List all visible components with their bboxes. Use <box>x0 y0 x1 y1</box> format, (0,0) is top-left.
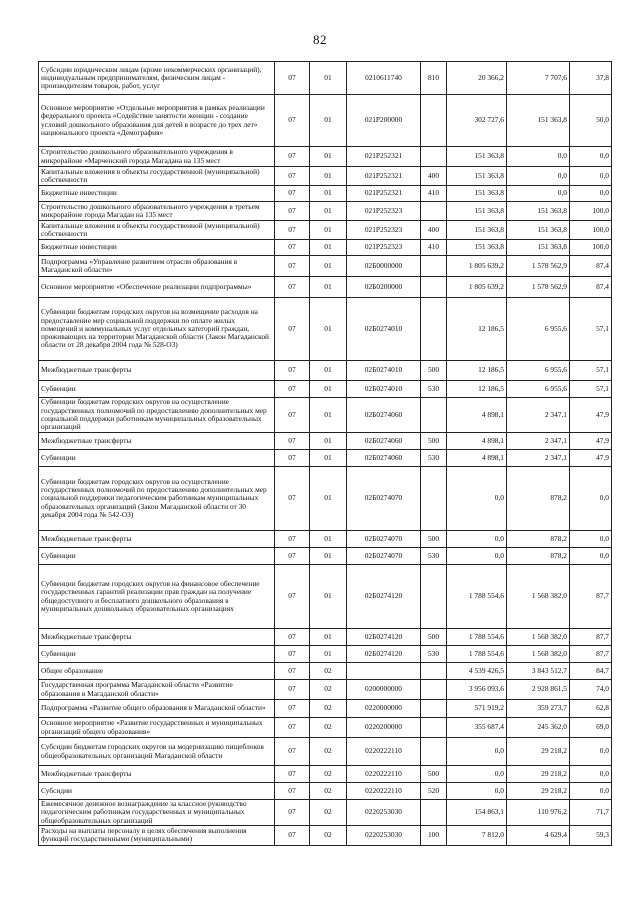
row-vr: 500 <box>421 531 447 548</box>
row-plan: 0,0 <box>447 467 507 531</box>
row-rz: 07 <box>275 256 310 277</box>
row-pct: 57,1 <box>570 361 612 381</box>
table-row <box>39 95 612 147</box>
row-rz: 07 <box>275 186 310 202</box>
table-row <box>39 433 612 450</box>
row-fact: 7 707,6 <box>507 62 570 95</box>
row-vr: 500 <box>421 629 447 646</box>
row-fact: 151 363,8 <box>507 95 570 147</box>
row-name: Основное мероприятие «Обеспечение реализации подпрограммы» <box>39 277 275 298</box>
row-csr: 021P252321 <box>347 186 421 202</box>
row-plan: 4 898,1 <box>447 398 507 433</box>
row-vr <box>421 738 447 766</box>
page-number: 82 <box>313 32 327 47</box>
table-row <box>39 531 612 548</box>
row-pct: 87,7 <box>570 629 612 646</box>
row-csr: 021P200000 <box>347 95 421 147</box>
row-name: Капитальные вложения в объекты государственной (муниципальной) собственности <box>39 167 275 186</box>
row-fact: 110 976,2 <box>507 800 570 826</box>
row-pr: 02 <box>310 766 347 783</box>
row-pct: 47,9 <box>570 398 612 433</box>
row-vr <box>421 680 447 700</box>
row-fact: 878,2 <box>507 467 570 531</box>
table-row <box>39 663 612 680</box>
row-pr: 02 <box>310 663 347 680</box>
table-row <box>39 167 612 186</box>
row-vr <box>421 298 447 361</box>
row-fact: 1 568 382,0 <box>507 565 570 629</box>
row-fact: 1 578 562,9 <box>507 277 570 298</box>
row-name: Расходы на выплаты персоналу в целях обеспечения выполнения функций государственными (муниципальными) <box>39 825 275 845</box>
row-plan: 12 186,5 <box>447 381 507 398</box>
row-rz: 07 <box>275 95 310 147</box>
row-pct: 84,7 <box>570 663 612 680</box>
row-name: Субвенции бюджетам городских округов на осуществление государственных полномочий по предоставлению дополнительных мер социальной поддержки работникам муниципальных образовательных организаций <box>39 398 275 433</box>
row-vr <box>421 202 447 221</box>
row-pct: 0,0 <box>570 766 612 783</box>
row-rz: 07 <box>275 646 310 663</box>
row-name: Межбюджетные трансферты <box>39 531 275 548</box>
row-fact: 1 568 382,0 <box>507 646 570 663</box>
row-pct: 47,9 <box>570 433 612 450</box>
row-name: Субвенции <box>39 450 275 467</box>
row-rz: 07 <box>275 433 310 450</box>
row-fact: 2 347,1 <box>507 398 570 433</box>
row-plan: 151 363,8 <box>447 221 507 240</box>
row-vr: 530 <box>421 450 447 467</box>
row-rz: 07 <box>275 766 310 783</box>
row-pct: 87,4 <box>570 277 612 298</box>
table-row <box>39 240 612 256</box>
row-csr: 0220222110 <box>347 783 421 800</box>
row-pr: 01 <box>310 361 347 381</box>
row-fact: 1 568 382,0 <box>507 629 570 646</box>
row-name: Субсидии юридическим лицам (кроме некоммерческих организаций), индивидуальным предпринимателям, физическим лицам - производителям товаров, работ, услуг <box>39 62 275 95</box>
row-pct: 62,8 <box>570 700 612 718</box>
row-pct: 74,0 <box>570 680 612 700</box>
row-csr: 02Б0274060 <box>347 450 421 467</box>
row-rz: 07 <box>275 467 310 531</box>
row-pct: 50,0 <box>570 95 612 147</box>
row-pr: 02 <box>310 700 347 718</box>
row-csr: 0210611740 <box>347 62 421 95</box>
table-body <box>39 62 612 846</box>
row-fact: 6 955,6 <box>507 298 570 361</box>
row-csr: 0220000000 <box>347 700 421 718</box>
table-row <box>39 718 612 738</box>
row-name: Межбюджетные трансферты <box>39 433 275 450</box>
row-pr: 01 <box>310 565 347 629</box>
row-pr: 01 <box>310 147 347 167</box>
row-fact: 0,0 <box>507 147 570 167</box>
row-rz: 07 <box>275 147 310 167</box>
row-name: Субвенции <box>39 548 275 565</box>
table-row <box>39 202 612 221</box>
row-vr: 810 <box>421 62 447 95</box>
row-pct: 87,7 <box>570 646 612 663</box>
row-pct: 57,1 <box>570 381 612 398</box>
row-pr: 01 <box>310 646 347 663</box>
row-name: Капитальные вложения в объекты государственной (муниципальной) собственности <box>39 221 275 240</box>
row-fact: 6 955,6 <box>507 361 570 381</box>
row-fact: 6 955,6 <box>507 381 570 398</box>
row-plan: 12 186,5 <box>447 361 507 381</box>
row-plan: 0,0 <box>447 766 507 783</box>
row-rz: 07 <box>275 800 310 826</box>
row-plan: 151 363,8 <box>447 167 507 186</box>
row-csr: 02Б0000000 <box>347 256 421 277</box>
row-pct: 0,0 <box>570 738 612 766</box>
row-fact: 1 578 562,9 <box>507 256 570 277</box>
row-rz: 07 <box>275 629 310 646</box>
table-row <box>39 381 612 398</box>
row-name: Межбюджетные трансферты <box>39 361 275 381</box>
row-name: Бюджетные инвестиции <box>39 186 275 202</box>
row-fact: 29 218,2 <box>507 766 570 783</box>
row-csr <box>347 663 421 680</box>
table-row <box>39 147 612 167</box>
row-csr: 0220253030 <box>347 825 421 845</box>
row-fact: 151 363,8 <box>507 202 570 221</box>
row-vr: 530 <box>421 548 447 565</box>
row-name: Подпрограмма «Развитие общего образования в Магаданской области» <box>39 700 275 718</box>
row-fact: 878,2 <box>507 548 570 565</box>
row-name: Субвенции бюджетам городских округов на осуществление государственных полномочий по предоставлению дополнительных мер социальной поддержки педагогическим работникам муниципальных образовательных организаций (Закон Магаданской области от 30 декабря 2004 года № 542-ОЗ) <box>39 467 275 531</box>
row-csr: 02Б0274120 <box>347 565 421 629</box>
row-name: Межбюджетные трансферты <box>39 766 275 783</box>
table-row <box>39 548 612 565</box>
table-row <box>39 450 612 467</box>
row-fact: 2 347,1 <box>507 450 570 467</box>
row-vr: 500 <box>421 433 447 450</box>
row-vr <box>421 565 447 629</box>
row-csr: 02Б0274120 <box>347 629 421 646</box>
table-row <box>39 738 612 766</box>
row-name: Межбюджетные трансферты <box>39 629 275 646</box>
row-pct: 0,0 <box>570 783 612 800</box>
row-plan: 151 363,8 <box>447 186 507 202</box>
row-plan: 20 366,2 <box>447 62 507 95</box>
row-name: Общее образование <box>39 663 275 680</box>
row-fact: 878,2 <box>507 531 570 548</box>
row-name: Субсидии бюджетам городских округов на модернизацию пищеблоков общеобразовательных организаций Магаданской области <box>39 738 275 766</box>
row-plan: 154 863,1 <box>447 800 507 826</box>
table-row <box>39 700 612 718</box>
row-plan: 0,0 <box>447 783 507 800</box>
row-pr: 01 <box>310 433 347 450</box>
row-pr: 01 <box>310 240 347 256</box>
row-rz: 07 <box>275 700 310 718</box>
row-rz: 07 <box>275 167 310 186</box>
row-vr <box>421 718 447 738</box>
row-plan: 0,0 <box>447 531 507 548</box>
row-vr <box>421 256 447 277</box>
row-rz: 07 <box>275 398 310 433</box>
row-pct: 0,0 <box>570 167 612 186</box>
row-name: Субвенции <box>39 646 275 663</box>
row-fact: 359 273,7 <box>507 700 570 718</box>
row-rz: 07 <box>275 548 310 565</box>
row-plan: 1 788 554,6 <box>447 629 507 646</box>
row-pr: 01 <box>310 450 347 467</box>
row-pct: 100,0 <box>570 240 612 256</box>
row-rz: 07 <box>275 298 310 361</box>
row-fact: 0,0 <box>507 186 570 202</box>
row-vr <box>421 147 447 167</box>
row-name: Субвенции <box>39 381 275 398</box>
table-row <box>39 565 612 629</box>
row-pct: 100,0 <box>570 221 612 240</box>
row-rz: 07 <box>275 361 310 381</box>
row-vr: 410 <box>421 186 447 202</box>
row-rz: 07 <box>275 240 310 256</box>
row-pr: 01 <box>310 95 347 147</box>
row-csr: 02Б0274070 <box>347 531 421 548</box>
row-fact: 2 928 861,5 <box>507 680 570 700</box>
row-name: Ежемесячное денежное вознаграждение за классное руководство педагогическим работникам государственных и муниципальных общеобразовательных организаций <box>39 800 275 826</box>
row-pct: 37,8 <box>570 62 612 95</box>
row-pr: 02 <box>310 800 347 826</box>
row-name: Основное мероприятие «Развитие государственных и муниципальных организаций общего образования» <box>39 718 275 738</box>
row-fact: 29 218,2 <box>507 738 570 766</box>
row-csr: 02Б0200000 <box>347 277 421 298</box>
row-pct: 87,7 <box>570 565 612 629</box>
row-vr <box>421 398 447 433</box>
row-pr: 01 <box>310 256 347 277</box>
row-rz: 07 <box>275 738 310 766</box>
table-row <box>39 398 612 433</box>
table-row <box>39 800 612 826</box>
row-fact: 0,0 <box>507 167 570 186</box>
row-rz: 07 <box>275 202 310 221</box>
row-pr: 01 <box>310 277 347 298</box>
row-vr: 500 <box>421 766 447 783</box>
row-pct: 69,0 <box>570 718 612 738</box>
budget-table <box>38 61 612 846</box>
row-vr: 400 <box>421 167 447 186</box>
row-fact: 151 363,8 <box>507 221 570 240</box>
row-vr <box>421 277 447 298</box>
row-vr: 530 <box>421 646 447 663</box>
row-vr: 500 <box>421 361 447 381</box>
table-row <box>39 680 612 700</box>
row-csr: 0200000000 <box>347 680 421 700</box>
row-name: Основное мероприятие «Отдельные мероприятия в рамках реализации федерального проекта «Содействие занятости женщин - создание условий дошкольного образования для детей в возрасте до трех лет» национального проекта «Демография» <box>39 95 275 147</box>
row-csr: 02Б0274070 <box>347 548 421 565</box>
row-fact: 151 363,8 <box>507 240 570 256</box>
row-plan: 151 363,8 <box>447 240 507 256</box>
table-row <box>39 783 612 800</box>
row-fact: 2 347,1 <box>507 433 570 450</box>
table-row <box>39 298 612 361</box>
row-csr: 02Б0274010 <box>347 298 421 361</box>
table-row <box>39 467 612 531</box>
row-rz: 07 <box>275 783 310 800</box>
row-rz: 07 <box>275 663 310 680</box>
row-csr: 021P252321 <box>347 167 421 186</box>
row-csr: 0220222110 <box>347 738 421 766</box>
row-fact: 29 218,2 <box>507 783 570 800</box>
table-row <box>39 646 612 663</box>
row-csr: 02Б0274010 <box>347 381 421 398</box>
row-vr <box>421 700 447 718</box>
row-vr <box>421 800 447 826</box>
row-name: Субвенции бюджетам городских округов на возмещение расходов на предоставление мер социальной поддержки по оплате жилых помещений и коммунальных услуг отдельных категорий граждан, проживающих на территории Магаданской области (Закон Магаданской области от 28 декабря 2004 года № 528-ОЗ) <box>39 298 275 361</box>
table-row <box>39 766 612 783</box>
row-pr: 02 <box>310 738 347 766</box>
row-plan: 151 363,8 <box>447 147 507 167</box>
row-name: Строительство дошкольного образовательного учреждения в третьем микрорайоне города Магадан на 135 мест <box>39 202 275 221</box>
table-row <box>39 256 612 277</box>
row-plan: 1 788 554,6 <box>447 565 507 629</box>
row-rz: 07 <box>275 565 310 629</box>
row-pr: 01 <box>310 167 347 186</box>
row-csr: 02Б0274060 <box>347 398 421 433</box>
row-csr: 02Б0274060 <box>347 433 421 450</box>
row-csr: 021P252323 <box>347 240 421 256</box>
row-plan: 302 727,6 <box>447 95 507 147</box>
row-vr: 520 <box>421 783 447 800</box>
row-pr: 01 <box>310 381 347 398</box>
row-fact: 3 843 512,7 <box>507 663 570 680</box>
row-pr: 01 <box>310 398 347 433</box>
table-row <box>39 361 612 381</box>
row-vr: 100 <box>421 825 447 845</box>
row-pr: 01 <box>310 186 347 202</box>
row-pr: 01 <box>310 467 347 531</box>
row-vr: 400 <box>421 221 447 240</box>
row-pct: 0,0 <box>570 186 612 202</box>
row-plan: 151 363,8 <box>447 202 507 221</box>
row-pct: 0,0 <box>570 531 612 548</box>
row-plan: 4 539 426,5 <box>447 663 507 680</box>
row-pct: 87,4 <box>570 256 612 277</box>
row-pct: 0,0 <box>570 548 612 565</box>
row-rz: 07 <box>275 450 310 467</box>
row-rz: 07 <box>275 680 310 700</box>
table-row <box>39 62 612 95</box>
row-rz: 07 <box>275 381 310 398</box>
row-csr: 021P252323 <box>347 221 421 240</box>
row-pct: 47,9 <box>570 450 612 467</box>
table-row <box>39 629 612 646</box>
table-row <box>39 186 612 202</box>
row-pr: 02 <box>310 680 347 700</box>
table-row <box>39 825 612 845</box>
row-pr: 02 <box>310 825 347 845</box>
row-rz: 07 <box>275 62 310 95</box>
row-pr: 01 <box>310 202 347 221</box>
row-fact: 245 362,0 <box>507 718 570 738</box>
row-pr: 01 <box>310 62 347 95</box>
row-csr: 0220222110 <box>347 766 421 783</box>
row-csr: 02Б0274070 <box>347 467 421 531</box>
row-vr: 410 <box>421 240 447 256</box>
row-plan: 355 687,4 <box>447 718 507 738</box>
row-plan: 1 788 554,6 <box>447 646 507 663</box>
row-csr: 0220253030 <box>347 800 421 826</box>
row-pr: 02 <box>310 718 347 738</box>
row-vr <box>421 467 447 531</box>
row-plan: 4 898,1 <box>447 433 507 450</box>
table-row <box>39 277 612 298</box>
row-rz: 07 <box>275 277 310 298</box>
row-plan: 571 919,2 <box>447 700 507 718</box>
row-name: Государственная программа Магаданской области «Развитие образования в Магаданской области» <box>39 680 275 700</box>
row-fact: 4 629,4 <box>507 825 570 845</box>
row-rz: 07 <box>275 718 310 738</box>
row-vr <box>421 663 447 680</box>
row-pr: 01 <box>310 221 347 240</box>
row-pct: 71,7 <box>570 800 612 826</box>
row-csr: 02Б0274120 <box>347 646 421 663</box>
row-pct: 59,3 <box>570 825 612 845</box>
row-pct: 0,0 <box>570 147 612 167</box>
row-plan: 0,0 <box>447 548 507 565</box>
row-rz: 07 <box>275 221 310 240</box>
row-name: Субвенции бюджетам городских округов на финансовое обеспечение государственных гарантий реализации прав граждан на получение общедоступного и бесплатного дошкольного образования в муниципальных дошкольных образовательных организациях <box>39 565 275 629</box>
row-pct: 57,1 <box>570 298 612 361</box>
row-name: Подпрограмма «Управление развитием отрасли образования в Магаданской области» <box>39 256 275 277</box>
row-plan: 1 805 639,2 <box>447 277 507 298</box>
row-plan: 7 812,0 <box>447 825 507 845</box>
row-plan: 3 956 093,6 <box>447 680 507 700</box>
row-pct: 100,0 <box>570 202 612 221</box>
row-rz: 07 <box>275 531 310 548</box>
row-name: Субсидии <box>39 783 275 800</box>
row-plan: 0,0 <box>447 738 507 766</box>
row-vr <box>421 95 447 147</box>
row-csr: 021P252323 <box>347 202 421 221</box>
row-pct: 0,0 <box>570 467 612 531</box>
row-pr: 01 <box>310 531 347 548</box>
row-pr: 02 <box>310 783 347 800</box>
row-plan: 4 898,1 <box>447 450 507 467</box>
row-pr: 01 <box>310 298 347 361</box>
row-rz: 07 <box>275 825 310 845</box>
row-vr: 530 <box>421 381 447 398</box>
row-csr: 021P252321 <box>347 147 421 167</box>
row-pr: 01 <box>310 629 347 646</box>
table-row <box>39 221 612 240</box>
row-plan: 12 186,5 <box>447 298 507 361</box>
row-name: Строительство дошкольного образовательного учреждения в микрорайоне «Марченский города Магадана на 135 мест <box>39 147 275 167</box>
row-plan: 1 805 639,2 <box>447 256 507 277</box>
row-name: Бюджетные инвестиции <box>39 240 275 256</box>
row-csr: 0220200000 <box>347 718 421 738</box>
row-pr: 01 <box>310 548 347 565</box>
row-csr: 02Б0274010 <box>347 361 421 381</box>
